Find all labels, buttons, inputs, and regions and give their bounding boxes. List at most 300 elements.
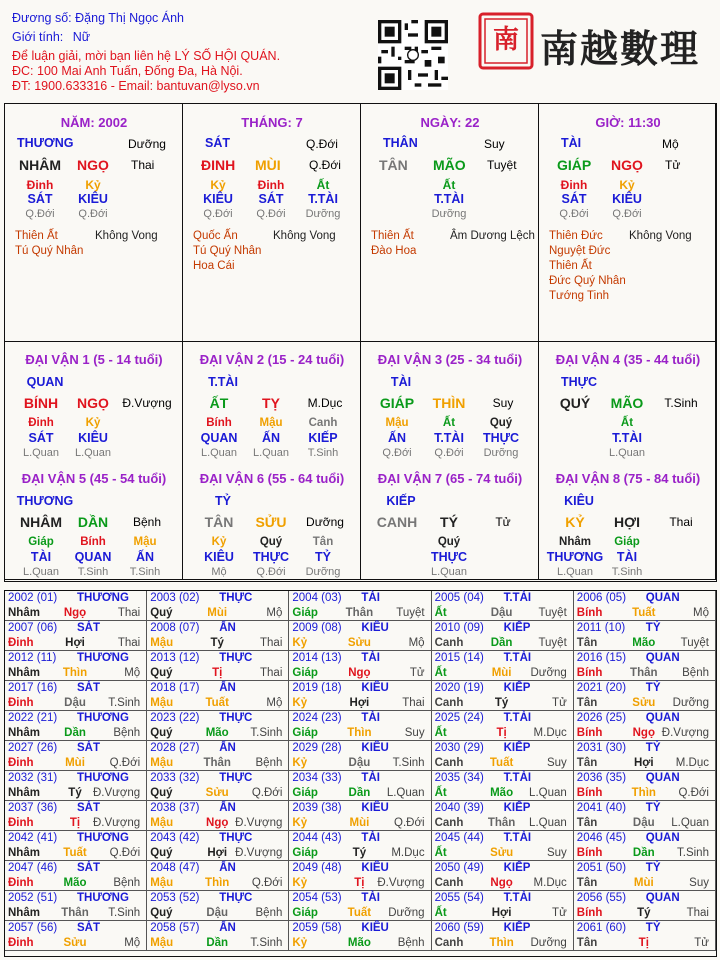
year-label: 2015 (14) <box>434 652 484 664</box>
luck-hidden-phase: T.Sinh <box>611 566 643 578</box>
year-cell <box>147 771 289 801</box>
year-cell <box>289 921 431 951</box>
pillar-branch: MÃO <box>433 157 466 173</box>
year-label: 2022 (21) <box>8 712 58 724</box>
spirit-left: Thiên Ất <box>371 230 414 242</box>
year-cell <box>289 861 431 891</box>
year-cell <box>5 591 147 621</box>
spirit-left: Đức Quý Nhân <box>549 275 626 287</box>
year-cell <box>289 591 431 621</box>
pillar-cell <box>183 104 361 342</box>
year-phase: M.Dục <box>533 727 567 739</box>
year-phase: Đ.Vượng <box>92 787 141 799</box>
year-label: 2055 (54) <box>434 892 484 904</box>
year-stem: Giáp <box>292 907 318 919</box>
year-phase: Dưỡng <box>530 937 567 949</box>
year-god: T.TÀI <box>503 592 532 604</box>
year-branch: Hợi <box>349 697 370 709</box>
year-stem: Kỷ <box>292 757 308 769</box>
luck-stem: ẤT <box>209 395 229 411</box>
luck-hidden-god: TÀI <box>616 550 638 564</box>
year-label: 2025 (24) <box>434 712 484 724</box>
year-god: THỰC <box>219 892 253 904</box>
year-cell <box>574 771 716 801</box>
luck-star: THƯƠNG <box>16 494 74 508</box>
year-phase: Đ.Vượng <box>92 817 141 829</box>
year-god: QUAN <box>645 712 680 724</box>
year-god: KIÊU <box>361 862 389 874</box>
year-branch: Hợi <box>491 907 512 919</box>
year-cell <box>5 651 147 681</box>
year-god: KIẾP <box>503 682 531 694</box>
qr-code-icon[interactable] <box>378 20 448 90</box>
year-phase: Mộ <box>266 697 283 709</box>
luck-star: T.TÀI <box>208 375 238 389</box>
luck-hidden-phase: L.Quan <box>430 566 468 578</box>
year-stem: Kỷ <box>292 637 308 649</box>
year-cell <box>147 831 289 861</box>
year-branch: Mão <box>63 877 87 889</box>
spirit-right: Không Vong <box>273 230 336 242</box>
year-branch: Tý <box>352 847 367 859</box>
year-branch: Ngọ <box>348 667 371 679</box>
hidden-god: T.TÀI <box>434 192 464 206</box>
pillar-phase: Q.Đới <box>306 137 338 151</box>
pillars-chart <box>4 103 717 582</box>
year-phase: Bệnh <box>255 757 283 769</box>
year-branch: Thân <box>487 817 516 829</box>
year-branch: Dần <box>206 937 229 949</box>
year-label: 2047 (46) <box>8 862 58 874</box>
year-cell <box>147 861 289 891</box>
luck-hidden-stem: Quý <box>259 536 283 548</box>
year-cell <box>147 651 289 681</box>
year-stem: Canh <box>434 637 464 649</box>
spirit-left: Thiên Ất <box>549 260 592 272</box>
year-label: 2012 (11) <box>8 652 57 664</box>
year-god: SÁT <box>77 622 100 634</box>
year-label: 2029 (28) <box>292 742 342 754</box>
year-phase: Suy <box>546 757 567 769</box>
luck-branch: DẦN <box>77 514 109 530</box>
year-label: 2033 (32) <box>150 772 200 784</box>
year-stem: Kỷ <box>292 817 308 829</box>
year-phase: L.Quan <box>529 817 567 829</box>
year-label: 2054 (53) <box>292 892 342 904</box>
year-god: KIẾP <box>503 622 531 634</box>
year-branch: Mão <box>632 637 656 649</box>
pillar-cell <box>361 104 539 342</box>
year-label: 2042 (41) <box>8 832 58 844</box>
luck-hidden-stem: Nhâm <box>559 536 591 548</box>
year-stem: Mậu <box>150 697 174 709</box>
year-label: 2006 (05) <box>576 592 627 604</box>
hidden-stem: Kỷ <box>619 178 635 192</box>
luck-stem: TÂN <box>204 514 234 530</box>
luck-hidden-phase: Dưỡng <box>483 447 519 459</box>
hidden-stem: Đinh <box>257 178 285 192</box>
luck-star: TÀI <box>390 375 412 389</box>
brand-title: 南越數理 <box>540 26 701 71</box>
luck-branch: NGỌ <box>77 395 109 411</box>
year-label: 2035 (34) <box>434 772 484 784</box>
spirit-left: Hoa Cái <box>193 260 235 272</box>
luck-hidden-stem: Đinh <box>28 417 54 429</box>
year-cell <box>432 591 574 621</box>
hidden-stem: Kỷ <box>210 178 226 192</box>
luck-hidden-phase: T.Sinh <box>129 566 161 578</box>
year-label: 2026 (25) <box>576 712 627 724</box>
spirit-left: Quốc Ấn <box>193 230 238 242</box>
spirit-left: Đào Hoa <box>371 245 417 257</box>
year-stem: Nhâm <box>8 607 40 619</box>
year-phase: T.Sinh <box>392 757 425 769</box>
year-god: QUAN <box>645 832 680 844</box>
hidden-god: SÁT <box>258 192 284 206</box>
year-label: 2023 (22) <box>150 712 200 724</box>
year-god: TỶ <box>645 802 661 814</box>
year-god: KIÊU <box>361 802 389 814</box>
year-label: 2048 (47) <box>150 862 200 874</box>
luck-star: TỶ <box>215 494 231 508</box>
year-stem: Bính <box>576 727 603 739</box>
year-stem: Quý <box>150 907 173 919</box>
year-stem: Nhâm <box>8 727 40 739</box>
luck-cell <box>361 461 539 580</box>
luck-branch: TÝ <box>440 514 458 530</box>
year-label: 2040 (39) <box>434 802 484 814</box>
year-god: TÀI <box>361 652 380 664</box>
luck-note: Dưỡng <box>306 515 344 529</box>
year-cell <box>574 921 716 951</box>
spirit-right: Âm Dương Lệch <box>450 230 535 242</box>
year-branch: Tuất <box>632 607 656 619</box>
year-phase: Đ.Vượng <box>661 727 709 739</box>
year-label: 2036 (35) <box>576 772 627 784</box>
year-phase: Q.Đới <box>678 787 709 799</box>
year-branch: Thìn <box>62 667 88 679</box>
luck-branch: HỢI <box>614 514 640 530</box>
luck-stem: CANH <box>376 514 418 530</box>
year-branch: Mùi <box>207 607 228 619</box>
year-branch: Thân <box>630 667 658 679</box>
year-phase: M.Dục <box>675 757 709 769</box>
year-stem: Giáp <box>292 607 318 619</box>
luck-stem: NHÂM <box>20 514 62 530</box>
year-branch: Mão <box>347 937 371 949</box>
year-cell <box>289 891 431 921</box>
year-god: T.TÀI <box>503 712 532 724</box>
spirit-right: Không Vong <box>95 230 158 242</box>
luck-title: ĐẠI VẬN 6 (55 - 64 tuổi) <box>199 471 345 486</box>
year-phase: Thai <box>117 607 141 619</box>
year-cell <box>5 771 147 801</box>
year-cell <box>5 921 147 951</box>
year-phase: Tử <box>552 907 567 919</box>
year-branch: Thìn <box>631 787 656 799</box>
luck-title: ĐẠI VẬN 4 (35 - 44 tuổi) <box>555 352 701 367</box>
year-cell <box>5 711 147 741</box>
luck-hidden-stem: Canh <box>308 417 338 429</box>
pillar-stem: GIÁP <box>557 157 592 173</box>
luck-cell <box>5 461 183 580</box>
year-branch: Ngọ <box>63 607 87 619</box>
luck-hidden-god: THỰC <box>252 550 290 564</box>
year-phase: Bệnh <box>113 727 141 739</box>
year-cell <box>147 801 289 831</box>
year-stem: Đinh <box>8 817 34 829</box>
year-cell <box>289 831 431 861</box>
year-branch: Tị <box>354 877 365 889</box>
year-branch: Dậu <box>490 607 513 619</box>
year-stem: Canh <box>434 817 464 829</box>
year-branch: Tý <box>210 637 224 649</box>
year-label: 2046 (45) <box>576 832 627 844</box>
year-cell <box>5 741 147 771</box>
luck-hidden-phase: Dưỡng <box>305 566 341 578</box>
luck-title: ĐẠI VẬN 1 (5 - 14 tuổi) <box>25 352 163 367</box>
year-branch: Tị <box>638 937 649 949</box>
year-god: ẤN <box>219 802 236 814</box>
pillar-stem: TÂN <box>379 157 408 173</box>
luck-hidden-phase: Q.Đới <box>382 447 412 459</box>
year-stem: Tân <box>576 757 598 769</box>
luck-stem: BÍNH <box>23 395 59 411</box>
luck-title: ĐẠI VẬN 3 (25 - 34 tuổi) <box>377 352 523 367</box>
pillar-phase: Dưỡng <box>128 137 166 151</box>
luck-hidden-god: KIÊU <box>78 431 108 445</box>
luck-hidden-god: THỰC <box>430 550 468 564</box>
year-stem: Mậu <box>150 817 174 829</box>
year-god: SÁT <box>77 682 100 694</box>
year-label: 2038 (37) <box>150 802 200 814</box>
year-phase: Thai <box>402 697 425 709</box>
year-label: 2039 (38) <box>292 802 342 814</box>
year-cell <box>289 651 431 681</box>
year-branch: Dậu <box>64 697 86 709</box>
year-stem: Ất <box>434 727 447 739</box>
luck-hidden-stem: Kỷ <box>211 536 227 548</box>
luck-cell <box>5 342 183 461</box>
year-phase: M.Dục <box>391 847 425 859</box>
year-phase: Mộ <box>124 667 141 679</box>
hidden-god: T.TÀI <box>308 192 338 206</box>
year-cell <box>147 891 289 921</box>
year-label: 2013 (12) <box>150 652 200 664</box>
year-cell <box>432 831 574 861</box>
year-stem: Kỷ <box>292 877 308 889</box>
year-phase: L.Quan <box>671 817 709 829</box>
luck-star: THỰC <box>560 375 598 389</box>
luck-hidden-god: QUAN <box>200 431 238 445</box>
contact-line-1: Để luận giải, mời bạn liên hệ LÝ SỐ HỘI QUÁN. <box>12 49 281 63</box>
year-branch: Ngọ <box>490 877 513 889</box>
luck-hidden-phase: T.Sinh <box>307 447 339 459</box>
year-label: 2049 (48) <box>292 862 342 874</box>
year-god: T.TÀI <box>503 652 532 664</box>
spirit-left: Thiên Đức <box>549 230 603 242</box>
year-phase: Tử <box>409 667 425 679</box>
luck-hidden-stem: Giáp <box>614 536 640 548</box>
owner-label: Đương số: <box>12 11 72 25</box>
year-cell <box>147 921 289 951</box>
pillar-branch: NGỌ <box>611 157 643 173</box>
year-cell <box>5 801 147 831</box>
year-label: 2016 (15) <box>576 652 627 664</box>
year-cell <box>432 741 574 771</box>
luck-star: QUAN <box>26 375 64 389</box>
year-phase: Suy <box>404 727 425 739</box>
year-cell <box>432 771 574 801</box>
pillar-phase: Suy <box>484 137 505 151</box>
luck-star: KIÊU <box>564 494 594 508</box>
year-phase: T.Sinh <box>250 937 283 949</box>
hidden-stem: Đinh <box>560 178 588 192</box>
year-label: 2056 (55) <box>576 892 627 904</box>
hidden-stem: Ất <box>442 178 456 192</box>
year-phase: Dưỡng <box>672 697 709 709</box>
spirit-left: Tướng Tinh <box>549 290 609 302</box>
year-stem: Tân <box>576 877 598 889</box>
year-phase: Thai <box>117 637 141 649</box>
luck-note: T.Sinh <box>664 396 698 410</box>
year-phase: Suy <box>689 877 709 889</box>
contact-line-3[interactable]: ĐT: 1900.633316 - Email: bantuvan@lyso.vn <box>12 79 260 93</box>
year-stem: Canh <box>434 757 464 769</box>
year-branch: Thân <box>61 907 89 919</box>
year-god: TÀI <box>361 592 380 604</box>
year-god: KIẾP <box>503 742 531 754</box>
year-branch: Dậu <box>632 817 655 829</box>
pillar-branch: MÙI <box>255 157 281 173</box>
year-branch: Dần <box>490 637 513 649</box>
year-phase: Bệnh <box>397 937 425 949</box>
year-god: THỰC <box>219 592 253 604</box>
year-branch: Sửu <box>347 637 371 649</box>
luck-hidden-god: KIẾP <box>308 431 338 445</box>
year-phase: Đ.Vượng <box>235 817 283 829</box>
year-god: THƯƠNG <box>77 832 129 844</box>
pillar-star: THÂN <box>383 136 418 150</box>
year-god: T.TÀI <box>503 892 532 904</box>
luck-branch: MÃO <box>610 395 644 411</box>
year-god: SÁT <box>77 802 100 814</box>
year-branch: Tị <box>212 667 223 679</box>
year-stem: Bính <box>576 787 603 799</box>
year-branch: Tuất <box>205 697 229 709</box>
year-cell <box>574 591 716 621</box>
luck-note: Đ.Vượng <box>122 396 172 410</box>
year-cell <box>432 921 574 951</box>
year-branch: Hợi <box>633 757 654 769</box>
year-branch: Mùi <box>491 667 512 679</box>
year-god: ẤN <box>219 742 236 754</box>
year-god: THƯƠNG <box>77 892 129 904</box>
year-god: TỶ <box>645 622 661 634</box>
year-god: ẤN <box>219 922 236 934</box>
year-phase: Đ.Vượng <box>235 847 283 859</box>
year-phase: Q.Đới <box>394 817 425 829</box>
luck-hidden-phase: Q.Đới <box>256 566 286 578</box>
spirit-left: Tú Quý Nhân <box>193 245 262 257</box>
year-god: THƯƠNG <box>77 592 129 604</box>
luck-hidden-stem: Tân <box>312 536 334 548</box>
year-cell <box>574 741 716 771</box>
luck-note: Tử <box>495 515 511 529</box>
hidden-phase: Q.Đới <box>612 208 642 220</box>
year-label: 2031 (30) <box>576 742 627 754</box>
pillar-note: Tuyệt <box>487 158 517 172</box>
year-cell <box>147 741 289 771</box>
spirit-right: Không Vong <box>629 230 692 242</box>
year-god: KIÊU <box>361 742 389 754</box>
year-branch: Hợi <box>207 847 228 859</box>
year-phase: Tuyệt <box>680 637 709 649</box>
year-god: TÀI <box>361 772 380 784</box>
year-cell <box>574 711 716 741</box>
pillar-title: THÁNG: 7 <box>241 115 303 130</box>
year-stem: Bính <box>576 847 603 859</box>
year-branch: Dậu <box>206 907 229 919</box>
year-cell <box>5 621 147 651</box>
year-cell <box>289 681 431 711</box>
pillar-stem: ĐINH <box>201 157 236 173</box>
year-phase: Q.Đới <box>109 847 141 859</box>
year-label: 2058 (57) <box>150 922 200 934</box>
pillar-title: NGÀY: 22 <box>420 115 480 130</box>
year-branch: Thân <box>203 757 231 769</box>
year-branch: Sửu <box>205 787 229 799</box>
year-branch: Sửu <box>63 937 87 949</box>
year-label: 2010 (09) <box>434 622 484 634</box>
year-branch: Tuất <box>347 907 372 919</box>
luck-hidden-phase: L.Quan <box>200 447 238 459</box>
luck-hidden-stem: Mậu <box>385 417 409 429</box>
year-god: SÁT <box>77 862 100 874</box>
luck-cell <box>361 342 539 461</box>
luck-cell <box>183 461 361 580</box>
year-phase: Thai <box>260 667 283 679</box>
gender-line <box>12 30 90 44</box>
hidden-phase: Q.Đới <box>256 208 286 220</box>
year-branch: Hợi <box>65 637 85 649</box>
year-cell <box>5 861 147 891</box>
year-stem: Đinh <box>8 637 34 649</box>
year-stem: Giáp <box>292 847 318 859</box>
year-god: KIẾP <box>503 862 531 874</box>
year-label: 2061 (60) <box>576 922 627 934</box>
year-stem: Tân <box>576 937 598 949</box>
luck-hidden-stem: Ất <box>442 417 456 429</box>
year-stem: Canh <box>434 877 464 889</box>
luck-hidden-god: ẤN <box>135 550 155 564</box>
pillar-title: NĂM: 2002 <box>60 115 128 130</box>
year-cell <box>432 681 574 711</box>
pillar-cell <box>539 104 716 342</box>
year-god: KIÊU <box>361 622 389 634</box>
luck-cell <box>539 342 716 461</box>
year-phase: Tuyệt <box>396 607 425 619</box>
year-god: THỰC <box>219 712 253 724</box>
luck-hidden-phase: L.Quan <box>74 447 112 459</box>
spirit-left: Nguyệt Đức <box>549 245 611 257</box>
owner-name: Đặng Thị Ngọc Ánh <box>75 11 185 25</box>
year-label: 2004 (03) <box>292 592 342 604</box>
luck-hidden-stem: Mậu <box>259 417 283 429</box>
year-label: 2021 (20) <box>576 682 627 694</box>
luck-hidden-stem: Quý <box>437 536 461 548</box>
year-label: 2020 (19) <box>434 682 484 694</box>
